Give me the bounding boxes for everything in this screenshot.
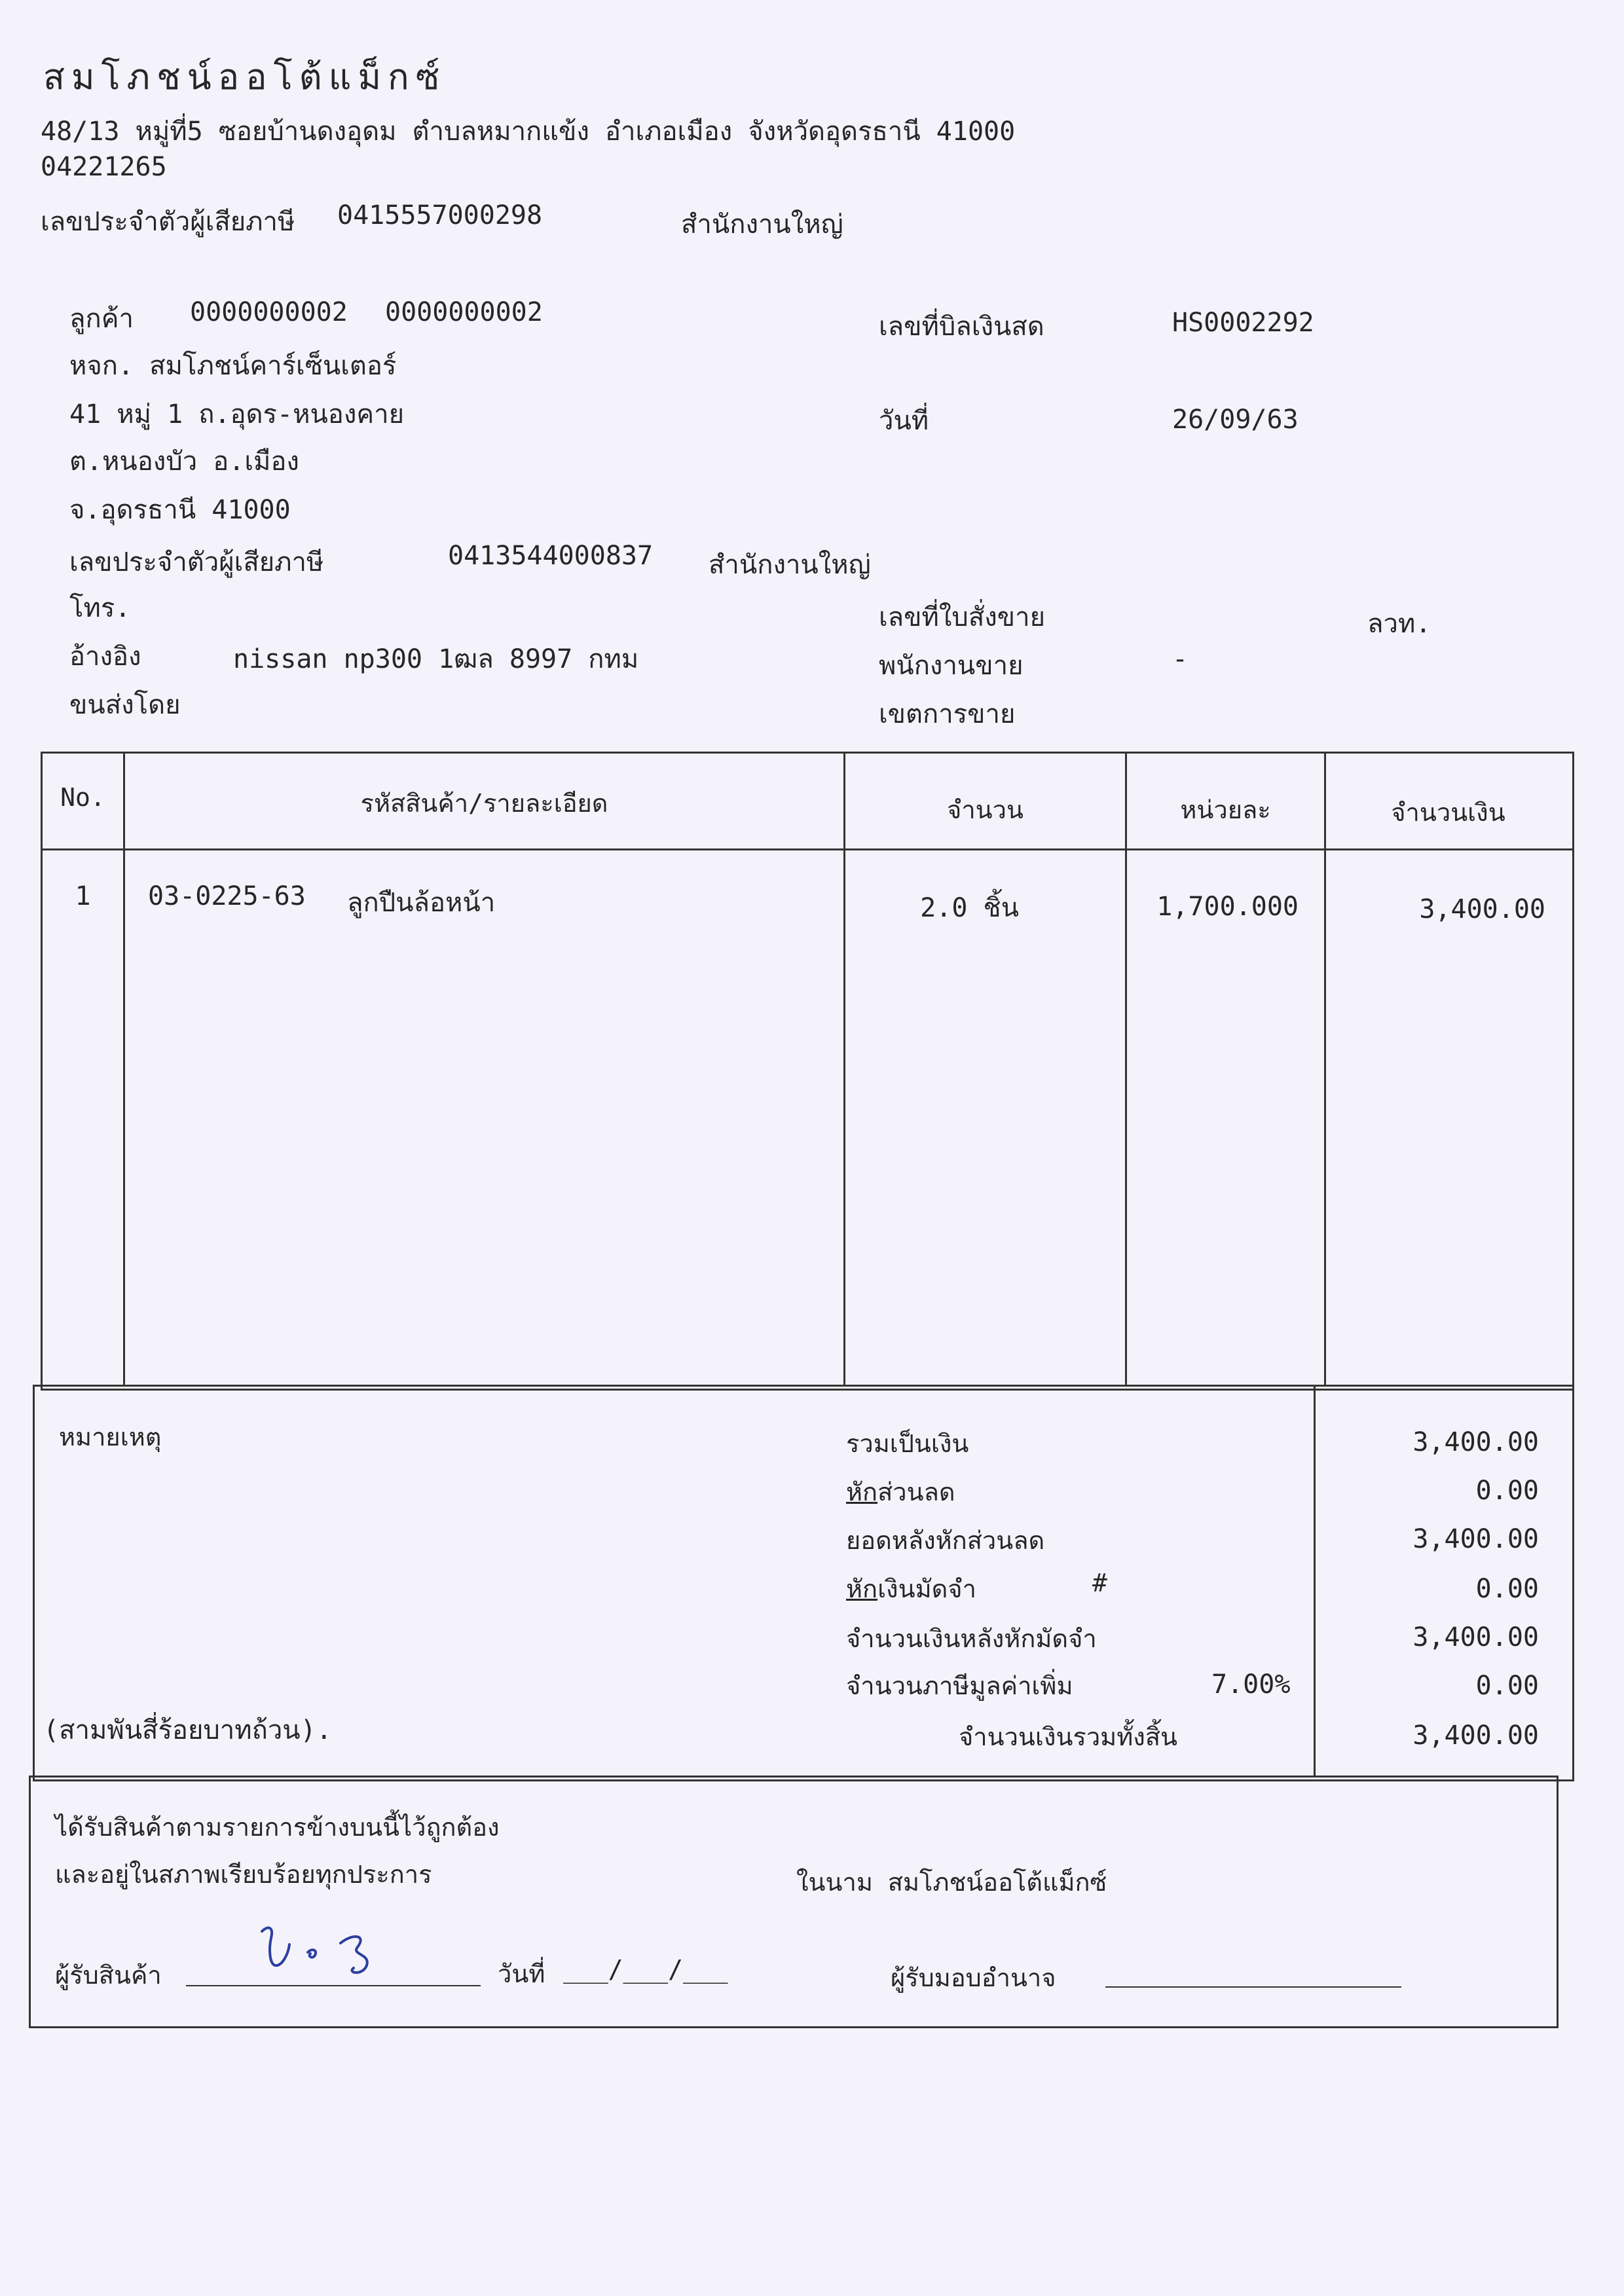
receipt-date-blank: ___/___/___ (563, 1955, 728, 1984)
header-quantity: จำนวน (947, 795, 1024, 824)
items-header-divider (41, 848, 1572, 850)
subtotal-label: รวมเป็นเงิน (846, 1429, 969, 1458)
company-branch: สำนักงานใหญ่ (681, 210, 843, 240)
company-name: สมโภชน์ออโต้แม็กซ์ (43, 56, 447, 98)
customer-tax-id: 0413544000837 (448, 541, 654, 571)
invoice-number-label: เลขที่บิลเงินสด (879, 312, 1044, 342)
invoice-date-label: วันที่ (879, 406, 929, 436)
deposit-label-rest: เงินมัดจำ (877, 1575, 976, 1603)
discount-value: 0.00 (1475, 1476, 1539, 1506)
deposit-value: 0.00 (1475, 1574, 1539, 1604)
vat-rate: 7.00% (1211, 1669, 1291, 1700)
after-deposit-value: 3,400.00 (1412, 1622, 1539, 1652)
grand-total-label: จำนวนเงินรวมทั้งสิ้น (959, 1722, 1177, 1751)
sales-area-label: เขตการขาย (879, 699, 1016, 729)
row-description: ลูกปืนล้อหน้า (347, 888, 496, 918)
row-quantity: 2.0 ชิ้น (920, 893, 1019, 923)
customer-code-2: 0000000002 (385, 297, 543, 327)
row-number: 1 (75, 881, 91, 911)
col-divider-3 (1125, 752, 1127, 1387)
row-amount: 3,400.00 (1419, 894, 1545, 924)
header-description: รหัสสินค้า/รายละเอียด (360, 789, 608, 818)
customer-phone-label: โทร. (69, 593, 131, 623)
discount-label-rest: ส่วนลด (877, 1478, 955, 1506)
received-statement-1: ได้รับสินค้าตามรายการข้างบนนี้ไว้ถูกต้อง (55, 1813, 500, 1842)
authorized-label: ผู้รับมอบอำนาจ (891, 1963, 1056, 1992)
header-unit-price: หน่วยละ (1180, 795, 1271, 824)
after-deposit-label: จำนวนเงินหลังหักมัดจำ (846, 1624, 1097, 1653)
company-tax-id: 0415557000298 (337, 200, 543, 230)
remark-label: หมายเหตุ (59, 1423, 162, 1451)
receiver-signature-line (186, 1985, 481, 1986)
subtotal-value: 3,400.00 (1412, 1427, 1539, 1457)
customer-name: หจก. สมโภชน์คาร์เซ็นเตอร์ (69, 351, 397, 381)
company-phone: 04221265 (41, 152, 167, 182)
deposit-prefix: หัก (846, 1575, 878, 1603)
received-statement-2: และอยู่ในสภาพเรียบร้อยทุกประการ (55, 1860, 432, 1889)
customer-code-1: 0000000002 (190, 297, 348, 327)
customer-address-2: ต.หนองบัว อ.เมือง (69, 446, 299, 477)
invoice-date: 26/09/63 (1172, 405, 1299, 435)
vat-value: 0.00 (1475, 1671, 1539, 1701)
on-behalf-of: ในนาม สมโภชน์ออโต้แม็กซ์ (796, 1868, 1107, 1897)
invoice-number: HS0002292 (1172, 308, 1314, 338)
after-discount-value: 3,400.00 (1412, 1524, 1539, 1554)
reference-label: อ้างอิง (69, 642, 141, 672)
row-unit-price: 1,700.000 (1156, 892, 1299, 922)
customer-tax-id-label: เลขประจำตัวผู้เสียภาษี (69, 547, 324, 577)
company-address: 48/13 หมู่ที่5 ซอยบ้านดงอุดม ตำบลหมากแข้ง อำเภอเมือง จังหวัดอุดรธานี 41000 (41, 117, 1016, 147)
discount-label (846, 1472, 955, 1512)
discount-prefix: หัก (846, 1478, 878, 1506)
reference-value: nissan np300 1ฒล 8997 กทม (233, 644, 639, 674)
col-divider-2 (843, 752, 845, 1387)
row-product-code: 03-0225-63 (148, 881, 306, 911)
salesperson-label: พนักงานขาย (879, 651, 1024, 681)
customer-branch: สำนักงานใหญ่ (709, 550, 871, 580)
after-discount-label: ยอดหลังหักส่วนลด (846, 1526, 1045, 1555)
header-no: No. (60, 783, 105, 812)
authorized-signature-line (1105, 1986, 1401, 1988)
customer-address-3: จ.อุดรธานี 41000 (69, 495, 291, 525)
sales-order-value: ลวท. (1367, 609, 1431, 639)
company-tax-id-label: เลขประจำตัวผู้เสียภาษี (41, 207, 295, 237)
deposit-label (846, 1569, 976, 1609)
shipping-label: ขนส่งโดย (69, 690, 181, 720)
salesperson-value: - (1172, 644, 1189, 674)
deposit-hash: # (1092, 1569, 1107, 1597)
amount-in-words: (สามพันสี่ร้อยบาทถ้วน). (43, 1715, 332, 1745)
receipt-date-label: วันที่ (498, 1959, 545, 1988)
header-amount: จำนวนเงิน (1391, 798, 1505, 827)
sales-order-label: เลขที่ใบสั่งขาย (879, 602, 1046, 632)
items-table (41, 752, 1574, 1391)
customer-address-1: 41 หมู่ 1 ถ.อุดร-หนองคาย (69, 399, 405, 429)
receiver-label: ผู้รับสินค้า (55, 1961, 162, 1990)
receiver-signature (255, 1918, 399, 1984)
col-divider-1 (123, 752, 125, 1387)
customer-label: ลูกค้า (69, 304, 134, 334)
grand-total-value: 3,400.00 (1412, 1721, 1539, 1751)
col-divider-4 (1324, 752, 1326, 1387)
vat-label: จำนวนภาษีมูลค่าเพิ่ม (846, 1671, 1073, 1700)
